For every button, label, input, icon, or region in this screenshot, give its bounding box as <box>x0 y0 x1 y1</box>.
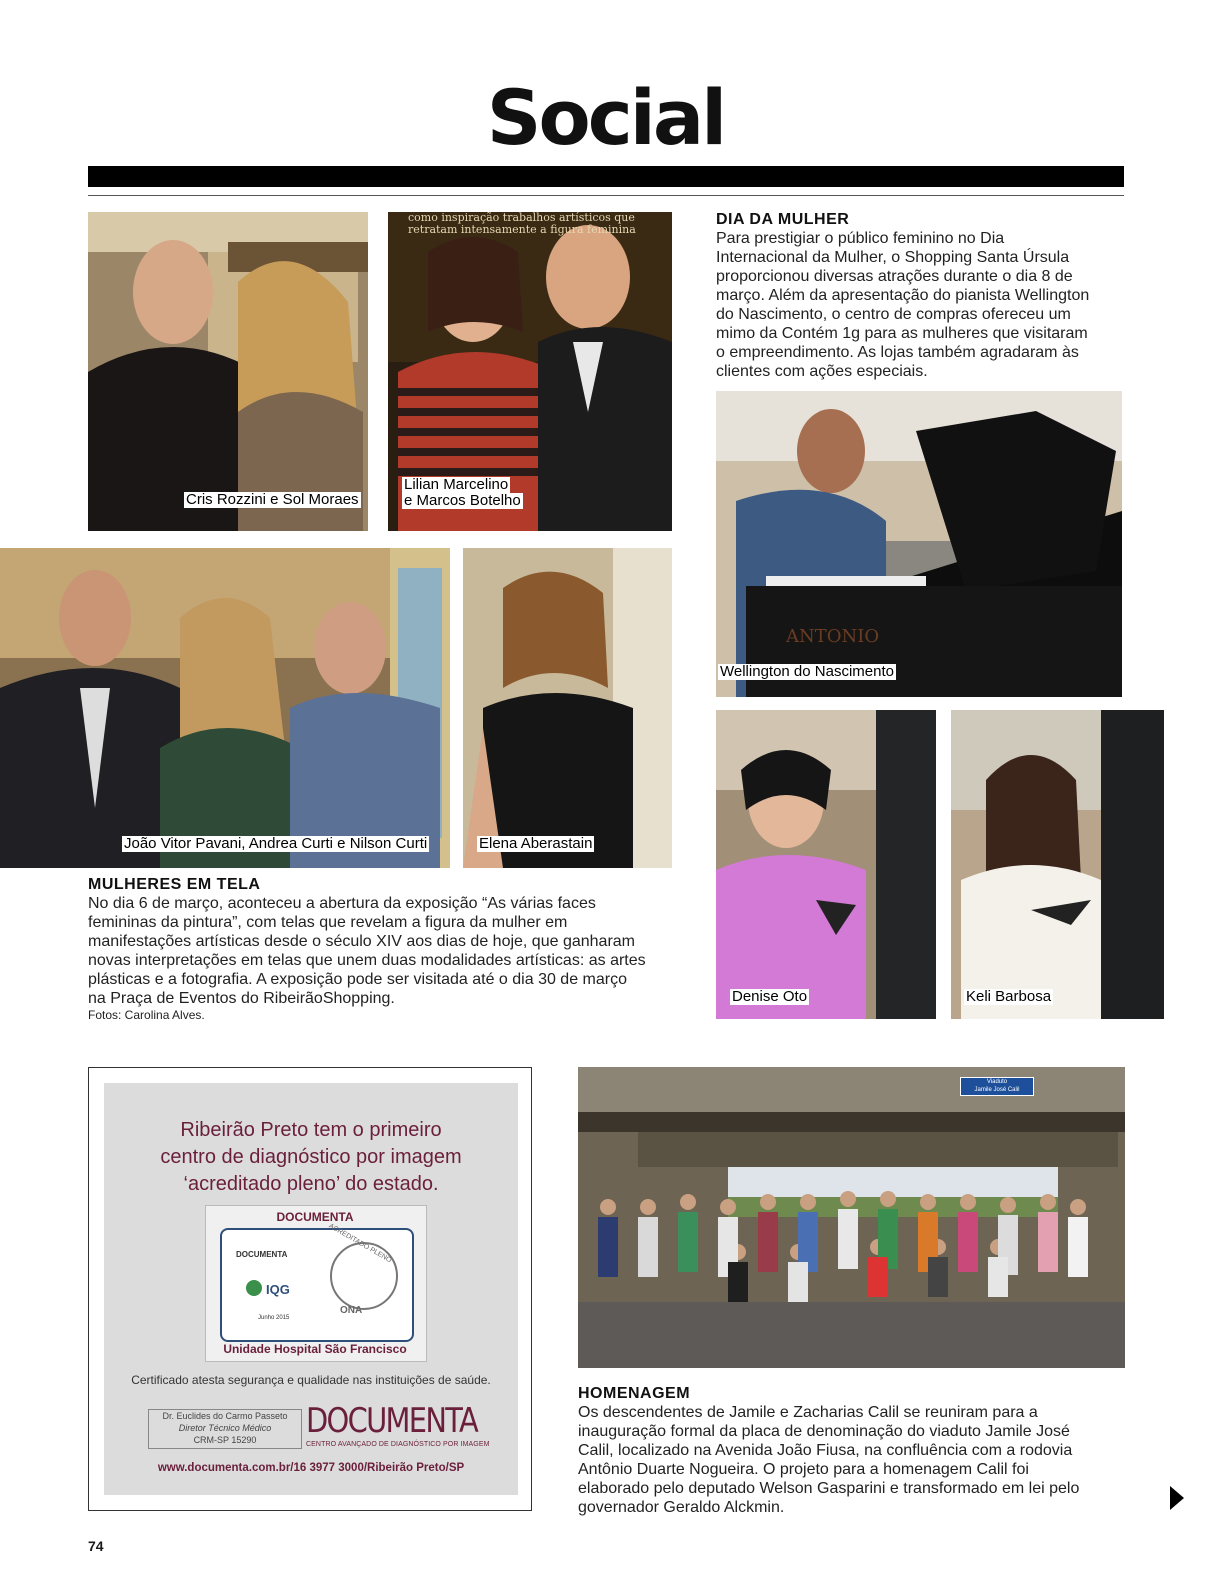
ad-doctor-crm: CRM-SP 15290 <box>193 1435 257 1445</box>
body-line: clientes com ações especiais. <box>716 363 928 380</box>
ad-headline-line: ‘acreditado pleno’ do estado. <box>183 1173 439 1195</box>
body-line: femininas da pintura”, com telas que revelam a figura da mulher em <box>88 914 568 931</box>
body-line: Para prestigiar o público feminino no Dia <box>716 230 1005 247</box>
photo-caption: Cris Rozzini e Sol Moraes <box>186 491 359 508</box>
photo-joao-andrea-nilson <box>0 548 450 868</box>
section-title-homenagem: HOMENAGEM <box>578 1385 691 1402</box>
sign-line: Viaduto <box>986 1079 1008 1085</box>
photo-caption: Elena Aberastain <box>479 835 593 852</box>
title-rule-thick <box>88 166 1124 187</box>
photo-caption-line1: Lilian Marcelino <box>404 476 509 493</box>
body-line: mimo da Contém 1g para as mulheres que visitaram <box>716 325 1088 342</box>
body-line: Antônio Duarte Nogueira. O projeto para a homenagem Calil foi <box>578 1461 1029 1478</box>
body-line: No dia 6 de março, aconteceu a abertura da exposição “As várias faces <box>88 895 596 912</box>
photo-cris-sol <box>88 212 368 531</box>
photo-wellington <box>716 391 1122 697</box>
body-line: Calil, localizado na Avenida João Fiusa, na confluência com a rodovia <box>578 1442 1073 1459</box>
photo-elena <box>463 548 672 868</box>
section-title-dia-da-mulher: DIA DA MULHER <box>716 211 850 228</box>
ad-headline-line: centro de diagnóstico por imagem <box>160 1146 462 1168</box>
background-text: como inspiração trabalhos artísticos que retratam intensamente a figura feminina <box>408 212 636 236</box>
photo-caption: Denise Oto <box>732 988 808 1005</box>
ad-doctor-box <box>148 1409 302 1449</box>
ad-seal-date: Junho 2015 <box>258 1315 290 1321</box>
title-rule-thin <box>88 195 1124 196</box>
body-line: Os descendentes de Jamile e Zacharias Calil se reuniram para a <box>578 1404 1038 1421</box>
section-body-dia-da-mulher <box>716 229 1126 381</box>
ad-seal-title: DOCUMENTA <box>276 1210 354 1224</box>
iqg-logo-icon <box>246 1280 262 1296</box>
body-line: novas interpretações em telas que unem duas modalidades artísticas: as artes <box>88 952 646 969</box>
body-line: elaborado pelo deputado Welson Gasparini e transformado em lei pelo <box>578 1480 1080 1497</box>
next-page-arrow-icon[interactable] <box>1170 1486 1184 1510</box>
ad-brand-logo: DOCUMENTA <box>306 1401 478 1441</box>
body-line: na Praça de Eventos do RibeirãoShopping. <box>88 990 395 1007</box>
ad-brand-subtitle: CENTRO AVANÇADO DE DIAGNÓSTICO POR IMAGEM <box>306 1441 490 1448</box>
sign-line: Jamile José Calil <box>974 1087 1020 1093</box>
ad-iqg: IQG <box>266 1282 290 1297</box>
photo-caption: João Vitor Pavani, Andrea Curti e Nilson Curti <box>124 835 428 852</box>
ad-doctor-name: Dr. Euclides do Carmo Passeto <box>162 1411 288 1421</box>
piano-brand: ANTONIO <box>786 626 880 647</box>
section-title-mulheres-em-tela: MULHERES EM TELA <box>88 876 261 893</box>
body-line: plásticas e a fotografia. A exposição pode ser visitada até o dia 30 de março <box>88 971 627 988</box>
body-line: do Nascimento, o centro de compras ofereceu um <box>716 306 1071 323</box>
photo-denise <box>716 710 936 1019</box>
photo-caption-line2: e Marcos Botelho <box>404 492 521 509</box>
photo-keli <box>951 710 1164 1019</box>
body-line: proporcionou diversas atrações durante o dia 8 de <box>716 268 1073 285</box>
ad-ona-text: ONA <box>340 1305 363 1316</box>
viaduct-sign <box>960 1077 1034 1096</box>
ad-unit: Unidade Hospital São Francisco <box>223 1342 407 1356</box>
photo-homenagem-group <box>578 1067 1125 1368</box>
photo-credit: Fotos: Carolina Alves. <box>88 1008 205 1022</box>
ad-headline-line: Ribeirão Preto tem o primeiro <box>180 1119 442 1141</box>
section-body-homenagem <box>578 1403 1138 1517</box>
ad-ona-label: ACREDITADO PLENO <box>327 1222 393 1265</box>
body-line: o empreendimento. As lojas também agradaram às <box>716 344 1079 361</box>
ad-badge-documenta: DOCUMENTA <box>236 1250 288 1259</box>
photo-caption: Keli Barbosa <box>966 988 1052 1005</box>
body-line: Internacional da Mulher, o Shopping Santa Úrsula <box>716 249 1070 266</box>
ad-certificate: Certificado atesta segurança e qualidade nas instituições de saúde. <box>131 1373 491 1387</box>
photo-caption: Wellington do Nascimento <box>720 663 894 680</box>
body-line: inauguração formal da placa de denominação do viaduto Jamile José <box>578 1423 1070 1440</box>
ona-seal-icon <box>330 1242 398 1310</box>
body-line: governador Geraldo Alckmin. <box>578 1499 785 1516</box>
body-line: manifestações artísticas desde o século XIV aos dias de hoje, que ganharam <box>88 933 635 950</box>
body-line: março. Além da apresentação do pianista Wellington <box>716 287 1090 304</box>
ad-doctor-role: Diretor Técnico Médico <box>178 1423 272 1433</box>
ad-headline <box>120 1117 502 1198</box>
page-title: Social <box>486 73 725 162</box>
ad-url: www.documenta.com.br/16 3977 3000/Ribeirão Preto/SP <box>157 1462 465 1474</box>
section-body-mulheres-em-tela <box>88 894 688 1008</box>
page-number: 74 <box>88 1538 104 1554</box>
photo-lilian-marcos <box>388 212 672 531</box>
